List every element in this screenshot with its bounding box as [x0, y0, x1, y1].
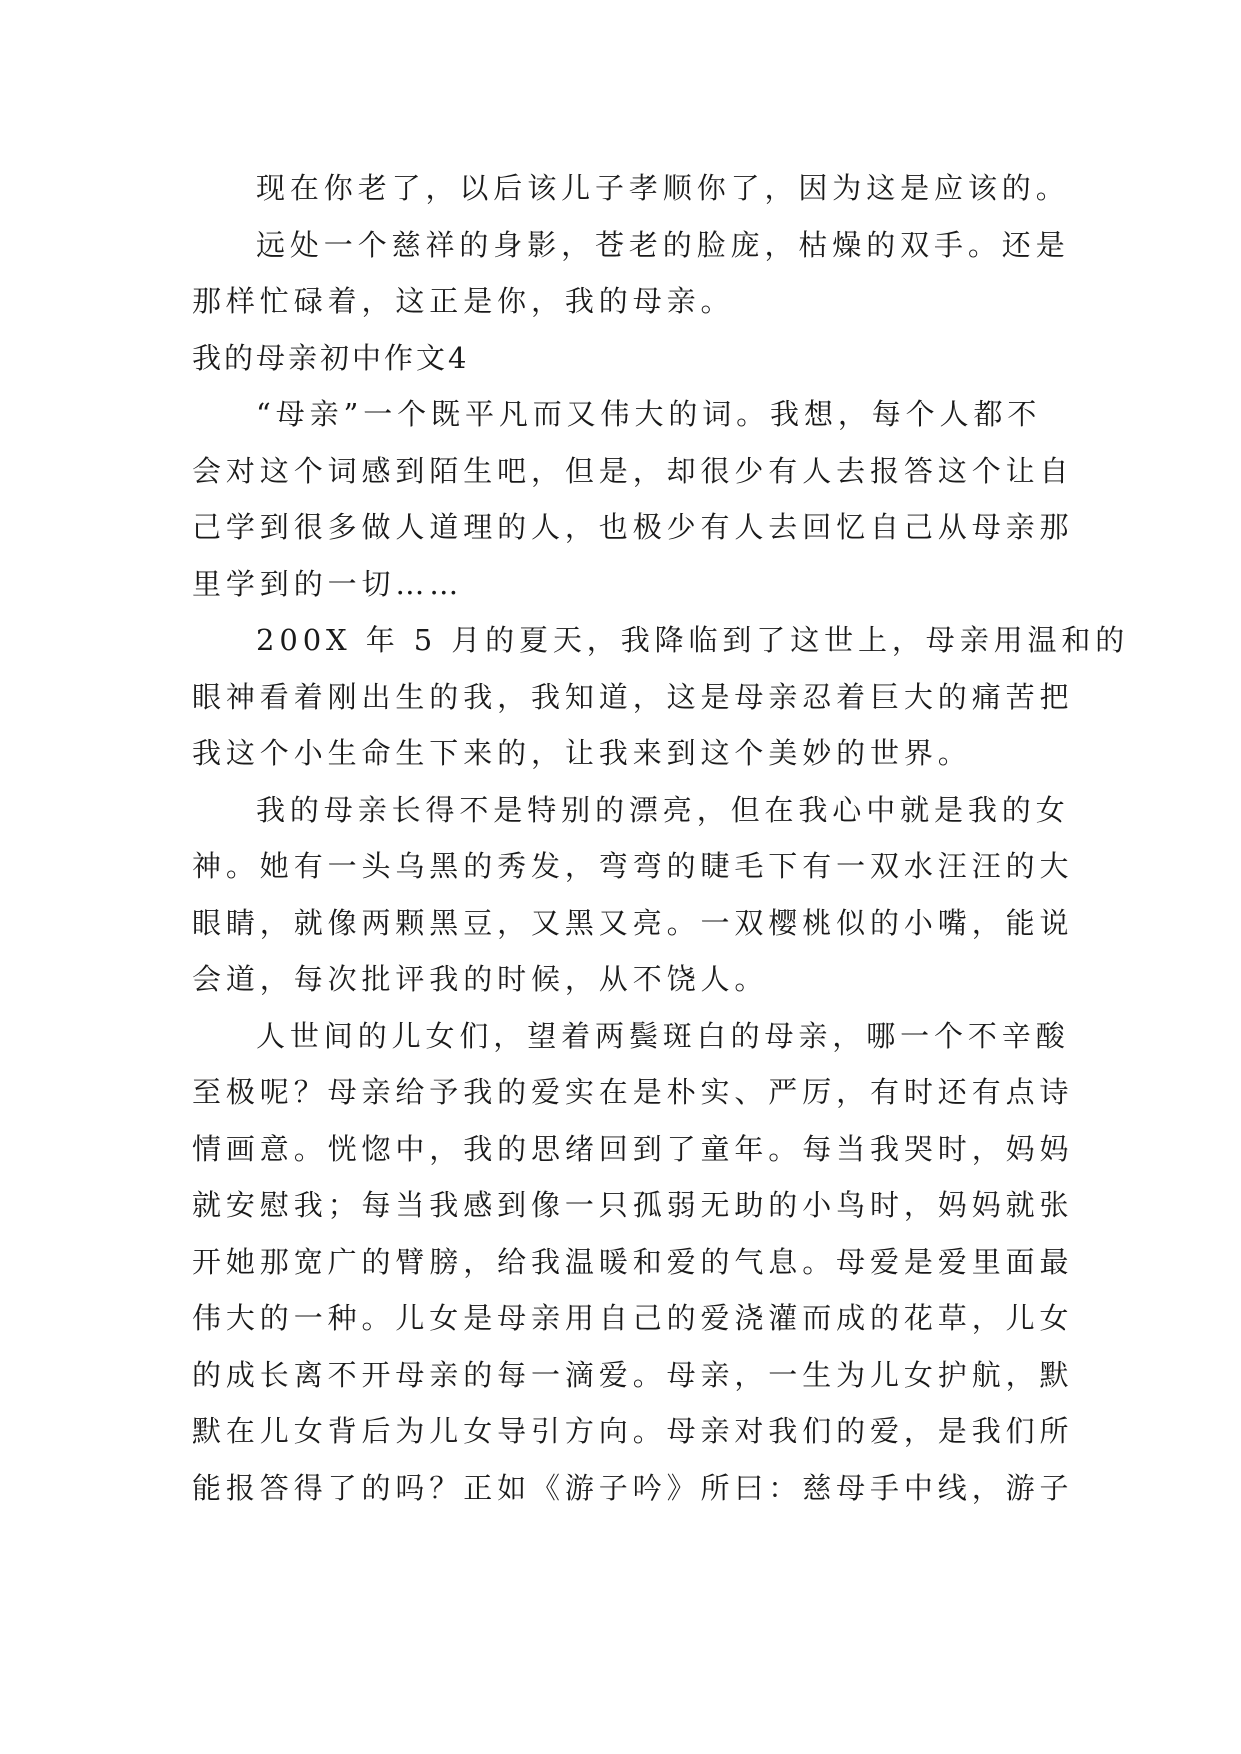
text-line: 现在你老了，以后该儿子孝顺你了，因为这是应该的。 — [256, 171, 1070, 205]
section-heading: 我的母亲初中作文4 — [192, 340, 470, 375]
text-line: 眼睛，就像两颗黑豆，又黑又亮。一双樱桃似的小嘴，能说 — [192, 905, 1074, 940]
text-line: 人世间的儿女们，望着两鬓斑白的母亲，哪一个不辛酸 — [256, 1018, 1070, 1053]
text-line: 200X 年 5 月的夏天，我降临到了这世上，母亲用温和的 — [256, 623, 1130, 657]
text-line: 我这个小生命生下来的，让我来到这个美妙的世界。 — [192, 736, 972, 770]
text-line: 眼神看着刚出生的我，我知道，这是母亲忍着巨大的痛苦把 — [192, 679, 1074, 714]
text-line: 神。她有一头乌黑的秀发，弯弯的睫毛下有一双水汪汪的大 — [192, 849, 1074, 883]
text-line: 的成长离不开母亲的每一滴爱。母亲，一生为儿女护航，默 — [192, 1357, 1074, 1392]
text-line: 会对这个词感到陌生吧，但是，却很少有人去报答这个让自 — [192, 453, 1074, 488]
text-line: 伟大的一种。儿女是母亲用自己的爱浇灌而成的花草，儿女 — [192, 1301, 1074, 1335]
text-line: 情画意。恍惚中，我的思绪回到了童年。每当我哭时，妈妈 — [192, 1131, 1074, 1166]
document-body — [192, 160, 1130, 1516]
text-line: 就安慰我；每当我感到像一只孤弱无助的小鸟时，妈妈就张 — [192, 1188, 1074, 1222]
text-line: “母亲”一个既平凡而又伟大的词。我想，每个人都不 — [256, 397, 1042, 431]
text-line: 能报答得了的吗？正如《游子吟》所曰：慈母手中线，游子 — [192, 1470, 1074, 1505]
text-line: 那样忙碌着，这正是你，我的母亲。 — [192, 284, 735, 318]
text-line: 至极呢？母亲给予我的爱实在是朴实、严厉，有时还有点诗 — [192, 1075, 1074, 1109]
text-line: 里学到的一切…… — [192, 566, 464, 601]
text-line: 开她那宽广的臂膀，给我温暖和爱的气息。母爱是爱里面最 — [192, 1244, 1074, 1279]
text-line: 远处一个慈祥的身影，苍老的脸庞，枯燥的双手。还是 — [256, 227, 1070, 262]
text-line: 我的母亲长得不是特别的漂亮，但在我心中就是我的女 — [256, 792, 1070, 827]
text-line: 默在儿女背后为儿女导引方向。母亲对我们的爱，是我们所 — [192, 1414, 1074, 1448]
text-line: 己学到很多做人道理的人，也极少有人去回忆自己从母亲那 — [192, 510, 1074, 544]
text-line: 会道，每次批评我的时候，从不饶人。 — [192, 962, 769, 996]
